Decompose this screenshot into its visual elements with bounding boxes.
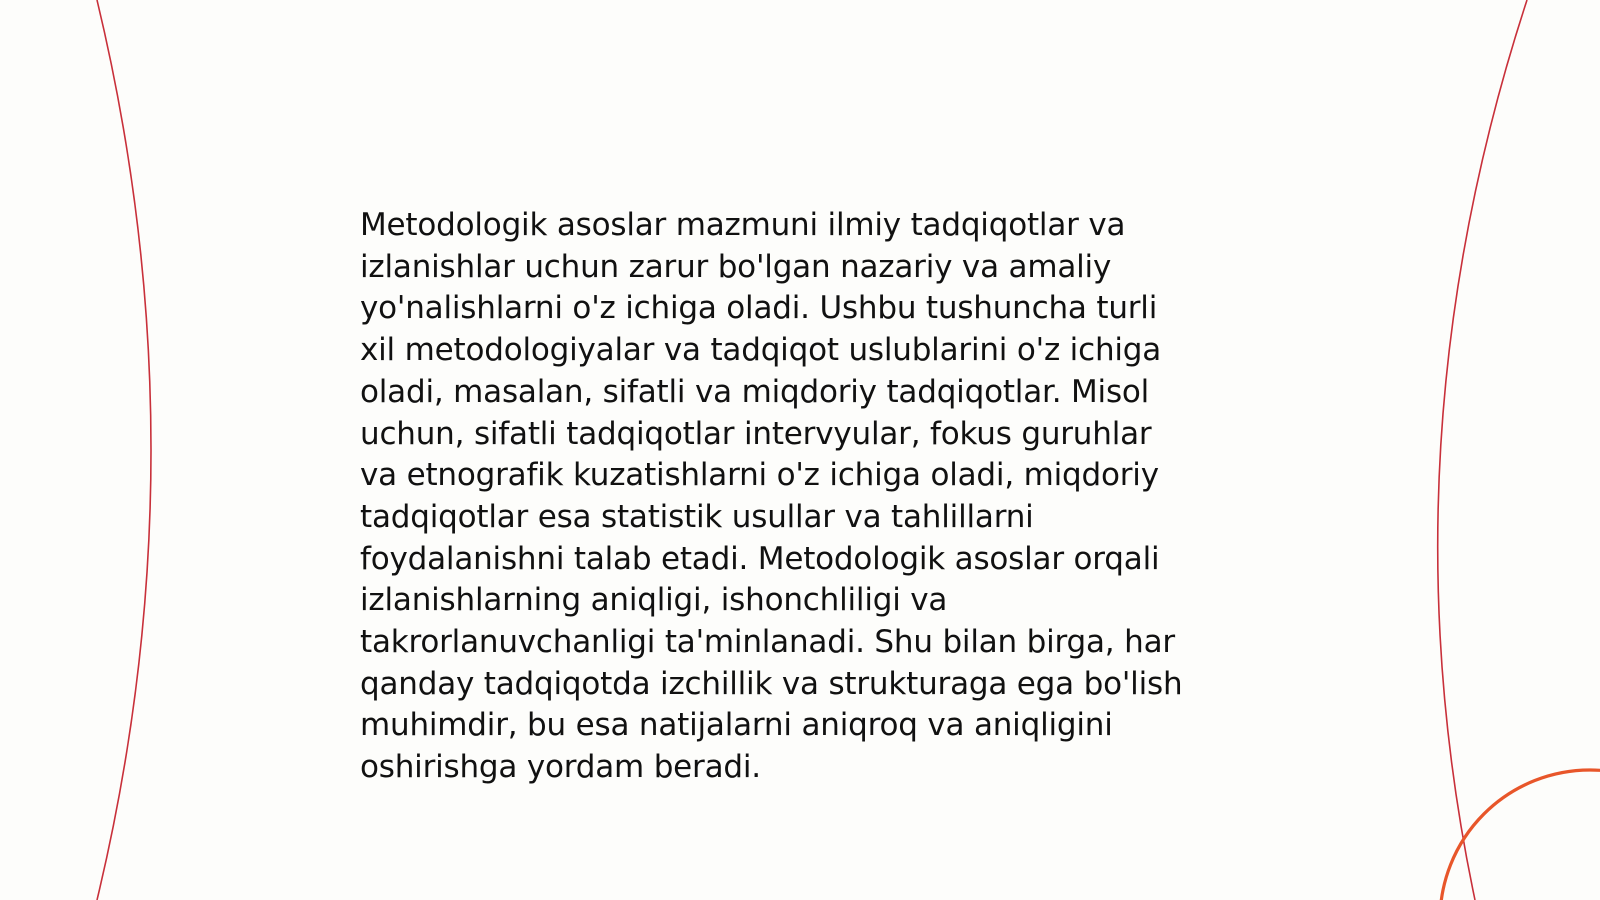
accent-circle	[1440, 770, 1600, 900]
slide-body-text: Metodologik asoslar mazmuni ilmiy tadqiqotlar va izlanishlar uchun zarur bo'lgan nazariy va amaliy yo'nalishlarni o'z ichiga oladi. Ushbu tushuncha turli xil metodologiyalar va tadqiqot uslublarini o'z ichiga oladi, masalan, sifatli va miqdoriy tadqiqotlar. Misol uchun, sifatli tadqiqotlar intervyular, fokus guruhlar va etnografik kuzatishlarni o'z ichiga oladi, miqdoriy tadqiqotlar esa statistik usullar va tahlillarni foydalanishni talab etadi. Metodologik asoslar orqali izlanishlarning aniqligi, ishonchliligi va takrorlanuvchanligi ta'minlanadi. Shu bilan birga, har qanday tadqiqotda izchillik va strukturaga ega bo'lish muhimdir, bu esa natijalarni aniqroq va aniqligini oshirishga yordam beradi.	[360, 207, 1183, 786]
right-curve-line	[1438, 0, 1527, 900]
left-curve-line	[97, 0, 151, 900]
